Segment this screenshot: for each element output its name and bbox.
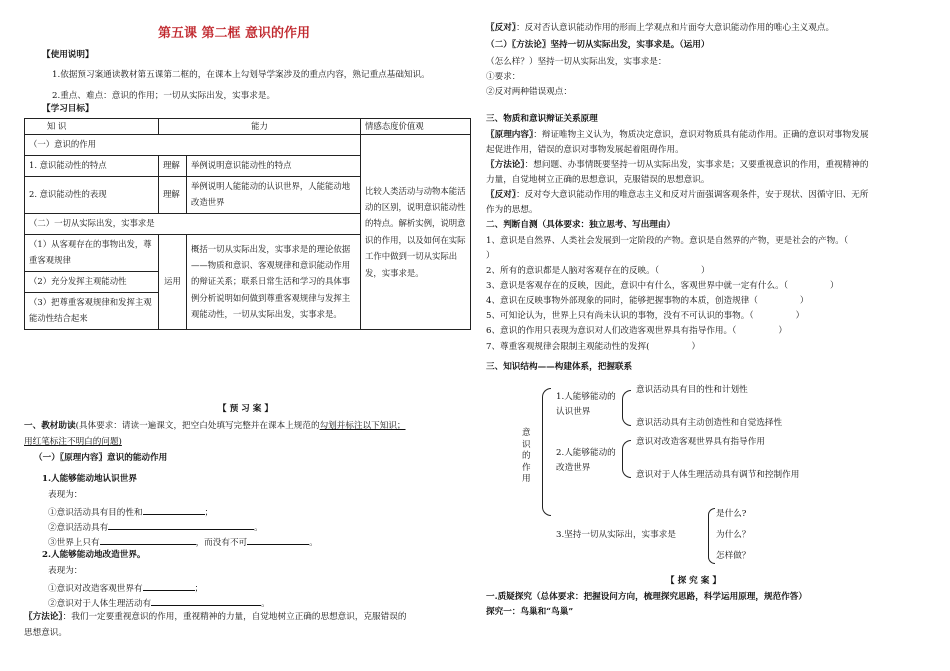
row-objective-reality: （1）从客观存在的事物出发，尊重客观规律 [25,234,159,271]
judge-6-text: 6、意识的作用只表现为意识对人们改造客观世界具有指导作用。（ [486,326,737,336]
method-text: ：我们一定要重视意识的作用，重视精神的力量，自觉地树立正确的思想意识，克服错误的 [62,612,407,622]
section-2-heading: 二、判断自测（具体要求：独立思考、写出理由） [486,220,676,230]
explore-line-2: 探究一：鸟巢和“鸟巢” [486,607,574,617]
principle-line-2: 起促进作用，错误的意识对事物发展起着阻碍作用。 [486,145,684,155]
usage-heading: 【使用说明】 [42,50,94,60]
blank-field[interactable] [143,581,195,591]
tree-question-3: 怎样做？ [716,551,751,561]
section1-line [24,421,406,432]
method-2-item-2: ②反对两种错误观点： [486,87,572,97]
tree-node-2: 2.人能够能动的改造世界 [556,448,616,474]
point-2-item-2: ②意识对于人体生理活动有 。 [48,596,270,610]
section1-title: 一、教材助读 [24,421,76,431]
principle-label: 〖原理内容〗 [486,130,534,140]
tree-node-1b: 意识活动具有主动创造性和自觉选择性 [636,418,783,428]
section-4-heading: 三、知识结构——构建体系，把握联系 [486,362,633,372]
method-line-2: 思想意识。 [24,628,67,638]
point-2-item-1: ①意识对改造客观世界有 ； [48,581,203,595]
judge-7 [486,342,700,353]
oppose-3-label: 〖反对〗 [486,190,517,200]
principle-text: ：辩证唯物主义认为，物质决定意识，意识对物质具有能动作用。正确的意识对事物发展 [533,130,869,140]
point-2-item-2-text: ②意识对于人体生理活动有 [48,599,152,609]
tree-root-brace [542,388,551,516]
preview-heading: 【 预 习 案 】 [218,404,273,414]
col-header-values: 情感态度价值观 [361,119,471,135]
explore-line-1: 一.质疑探究（总体要求：把握设问方向，梳理探究思路，科学运用原理，规范作答） [486,592,807,602]
method-label: 〖方法论〗 [24,612,63,622]
judge-3 [486,281,839,292]
method-3-text: ：想问题、办事情既要坚持一切从实际出发，实事求是；又要重视意识的作用，重视精神的 [524,160,869,170]
blank-field[interactable] [247,535,309,545]
oppose-3-text: ：反对夸大意识能动作用的唯意志主义和反对片面强调客观条件，安于现状、因循守旧、无所 [516,190,869,200]
col-header-knowledge: 知 识 [25,119,159,135]
section-3-heading: 三、物质和意识辩证关系原理 [486,114,598,124]
point-1-item-2-text: ②意识活动具有 [48,523,109,533]
point-1-item-3-text: ③世界上只有 [48,538,100,548]
method-2-heading: （二）〖方法论〗坚持一切从实际出发，实事求是。（运用） [486,40,710,50]
oppose-3-line-2: 作为的思想。 [486,205,538,215]
point-1-item-2: ②意识活动具有 。 [48,520,263,534]
judge-7-close: ） [691,342,701,352]
col-header-ability: 能力 [159,119,361,135]
judge-7-text: 7、尊重客观规律会限制主观能动性的发挥( [486,342,650,352]
judge-5-text: 5、可知论认为，世界上只有尚未认识的事物，没有不可认识的事物。（ [486,311,754,321]
tree-question-2: 为什么？ [716,530,751,540]
tree-node-1a: 意识活动具有目的性和计划性 [636,385,748,395]
section1-underline: 勾划并标注以下知识； [319,421,406,431]
objectives-table [24,118,471,330]
usage-line-2: 2.重点、难点：意识的作用；一切从实际出发，实事求是。 [52,91,276,101]
point-2: 2.人能够能动地改造世界。 [42,550,146,560]
oppose-text: ：反对否认意识能动作用的形而上学观点和片面夸大意识能动作用的唯心主义观点。 [516,23,835,33]
values-cell: 比较人类活动与动物本能活动的区别，说明意识能动性的特点。解析实例，说明意识的作用，以及如何在实际工作中做到一切从实际出发，实事求是。 [361,134,471,329]
judge-3-text: 3、意识是客观存在的反映，因此，意识中有什么，客观世界中就一定有什么。（ [486,281,788,291]
oppose-label: 〖反对〗 [486,23,517,33]
judge-6-close: ） [778,326,787,336]
point-1-show: 表现为： [48,490,83,500]
principle-line [486,130,868,141]
blank-field[interactable] [143,505,205,515]
principle-heading: （一）〖原理内容〗意识的能动作用 [34,453,168,463]
row-expression-ability: 举例说明人能能动的认识世界，人能能动地改造世界 [187,176,361,213]
point-1: 1.人能够能动地认识世界 [42,474,137,484]
row-seek-truth: （二）一切从实际出发，实事求是 [25,213,361,234]
oppose-3-line [486,190,868,201]
tree-node-2a: 意识对改造客观世界具有指导作用 [636,437,765,447]
method-line [24,612,406,623]
judge-4-text: 4、意识在反映事物外部现象的同时，能够把握事物的本质，创造规律（ [486,296,758,306]
method-2-item-1: ①要求： [486,72,521,82]
judge-2-close: ） [701,266,710,276]
section1-requirement: (具体要求：请读一遍课文，把空白处填写完整并在课本上规范的 [75,421,320,431]
row-expression-level: 理解 [159,176,187,213]
oppose-line [486,23,834,34]
judge-4 [486,296,809,307]
judge-3-close: ） [829,281,839,291]
blank-field[interactable] [108,520,254,530]
section1-line-2: 用红笔标注不明白的问题) [24,437,122,447]
tree-node-2b: 意识对于人体生理活动具有调节和控制作用 [636,470,800,480]
point-1-item-3: ③世界上只有 ，而没有不可 。 [48,535,318,549]
judge-6 [486,326,787,337]
row-initiative: （2）充分发挥主观能动性 [25,271,159,292]
point-1-item-1: ①意识活动具有目的性和 ； [48,505,213,519]
objectives-heading: 【学习目标】 [42,104,94,114]
point-1-item-3-text-b: ，而没有不可 [195,538,248,548]
judge-5 [486,311,804,322]
row-feature-level: 理解 [159,155,187,176]
judge-5-close: ） [795,311,805,321]
method-3-line-2: 力量，自觉地树立正确的思想意识，克服错误的思想意识。 [486,175,710,185]
point-2-item-1-text: ①意识对改造客观世界有 [48,584,143,594]
judge-1: 1、意识是自然界、人类社会发展到一定阶段的产物。意识是自然界的产物，更是社会的产物。（ [486,236,849,246]
method-2-question: （怎么样？）坚持一切从实际出发，实事求是： [486,57,667,67]
point-1-item-1-text: ①意识活动具有目的性和 [48,508,143,518]
row-consciousness-role: （一）意识的作用 [25,134,361,155]
tree-node-1: 1.人能够能动的认识世界 [556,392,616,418]
row-use-level: 运用 [159,234,187,329]
tree-node-3: 3.坚持一切从实际出，实事求是 [556,530,676,540]
judge-2-text: 2、所有的意识都是人脑对客观存在的反映。（ [486,266,660,276]
judge-4-close: ） [799,296,809,306]
page-title: 第五课 第二框 意识的作用 [158,26,311,41]
row-expression-knowledge: 2. 意识能动性的表现 [25,176,159,213]
method-3-label: 〖方法论〗 [486,160,525,170]
explore-heading: 【 探 究 案 】 [666,576,721,586]
tree-node-3-brace [708,508,715,564]
blank-field[interactable] [151,596,261,606]
row-use-ability: 概括一切从实际出发，实事求是的理论依据——物质和意识、客观规律和意识能动作用的辩证关系；联系日常生活和学习的具体事例分析说明如何做到尊重客观规律与发挥主观能动性，一切从实际出发，实事求是。 [187,234,361,329]
judge-1-close: ） [486,251,495,261]
row-combine: （3）把尊重客观规律和发挥主观能动性结合起来 [25,292,159,329]
row-feature-knowledge: 1. 意识能动性的特点 [25,155,159,176]
judge-2 [486,266,710,277]
tree-node-1-brace [622,390,631,426]
method-3-line [486,160,868,171]
tree-node-2-brace [622,440,631,478]
point-2-show: 表现为： [48,566,83,576]
tree-question-1: 是什么? [716,509,747,519]
tree-root: 意识的作用 [522,428,531,485]
blank-field[interactable] [100,535,196,545]
row-feature-ability: 举例说明意识能动性的特点 [187,155,361,176]
usage-line-1: 1.依据预习案通读教材第五课第二框的，在课本上勾划导学案涉及的重点内容，熟记重点基础知识。 [52,70,430,80]
